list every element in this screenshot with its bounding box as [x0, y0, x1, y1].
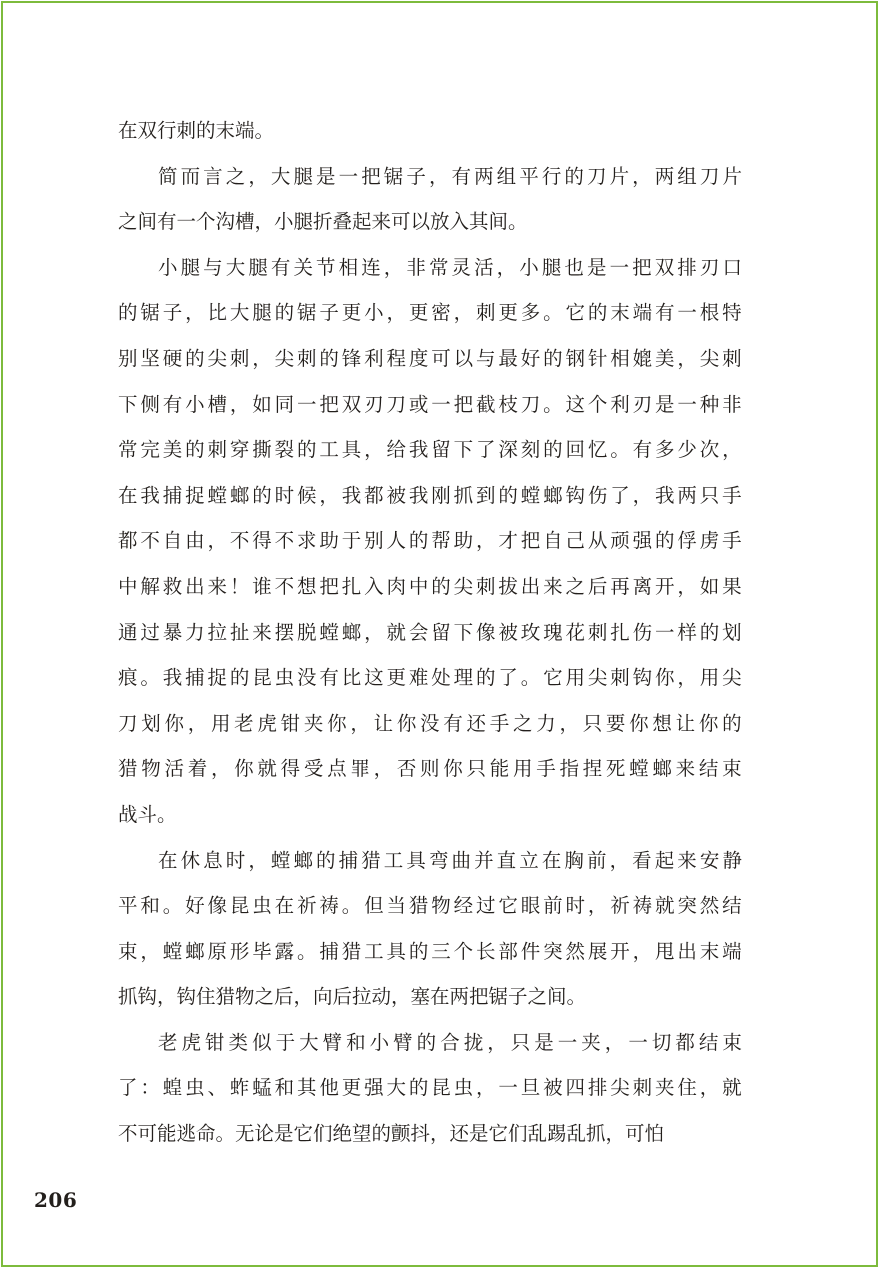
- text-line: 中 解 救 出 来 ！ 谁 不 想 把 扎 入 肉 中 的 尖 刺 拔 出 来 之 后 再 离 开 ， 如 果: [118, 574, 742, 598]
- text-line: 在 我 捕 捉 螳 螂 的 时 候 ， 我 都 被 我 刚 抓 到 的 螳 螂 钩 伤 了 ， 我 两 只 手: [118, 483, 742, 507]
- text-line: 平 和 。 好 像 昆 虫 在 祈 祷 。 但 当 猎 物 经 过 它 眼 前 时 ， 祈 祷 就 突 然 结: [118, 894, 742, 918]
- paragraph: [118, 838, 742, 1020]
- text-line: 都 不 自 由 ， 不 得 不 求 助 于 别 人 的 帮 助 ， 才 把 自 己 从 顽 强 的 俘 虏 手: [118, 529, 742, 553]
- text-line: 下 侧 有 小 槽 ， 如 同 一 把 双 刃 刀 或 一 把 截 枝 刀 。 这 个 利 刃 是 一 种 非: [118, 392, 742, 416]
- text-line: 了 ： 蝗 虫 、 蚱 蜢 和 其 他 更 强 大 的 昆 虫 ， 一 旦 被 四 排 尖 刺 夹 住 ， 就: [118, 1076, 742, 1100]
- paragraph: [118, 245, 742, 838]
- text-line: 之间有一个沟槽，小腿折叠起来可以放入其间。: [118, 210, 528, 234]
- text-line: 抓钩，钩住猎物之后，向后拉动，塞在两把锯子之间。: [118, 985, 587, 1009]
- paragraph: [118, 1020, 742, 1157]
- text-line: 在 休 息 时 ， 螳 螂 的 捕 猎 工 具 弯 曲 并 直 立 在 胸 前 ， 看 起 来 安 静: [158, 848, 742, 872]
- text-line: 束 ， 螳 螂 原 形 毕 露 。 捕 猎 工 具 的 三 个 长 部 件 突 然 展 开 ， 甩 出 末 端: [118, 939, 742, 963]
- text-line: 猎 物 活 着 ， 你 就 得 受 点 罪 ， 否 则 你 只 能 用 手 指 捏 死 螳 螂 来 结 束: [118, 757, 742, 781]
- text-line: 小 腿 与 大 腿 有 关 节 相 连 ， 非 常 灵 活 ， 小 腿 也 是 一 把 双 排 刃 口: [158, 255, 742, 279]
- text-line: 的 锯 子 ， 比 大 腿 的 锯 子 更 小 ， 更 密 ， 刺 更 多 。 它 的 末 端 有 一 根 特: [118, 301, 742, 325]
- text-line: 别 坚 硬 的 尖 刺 ， 尖 刺 的 锋 利 程 度 可 以 与 最 好 的 钢 针 相 媲 美 ， 尖 刺: [118, 346, 742, 370]
- text-line: 通 过 暴 力 拉 扯 来 摆 脱 螳 螂 ， 就 会 留 下 像 被 玫 瑰 花 刺 扎 伤 一 样 的 划: [118, 620, 742, 644]
- text-line: 战斗。: [118, 802, 177, 826]
- text-line: 刀 划 你 ， 用 老 虎 钳 夹 你 ， 让 你 没 有 还 手 之 力 ， 只 要 你 想 让 你 的: [118, 711, 742, 735]
- paragraph: [118, 108, 742, 154]
- page-number: 206: [34, 1188, 78, 1212]
- body-text: [118, 108, 742, 1157]
- text-line: 常 完 美 的 刺 穿 撕 裂 的 工 具 ， 给 我 留 下 了 深 刻 的 回 忆 。 有 多 少 次 ，: [118, 438, 742, 462]
- text-line: 老 虎 钳 类 似 于 大 臂 和 小 臂 的 合 拢 ， 只 是 一 夹 ， 一 切 都 结 束: [158, 1030, 742, 1054]
- text-line: 不可能逃命。无论是它们绝望的颤抖，还是它们乱踢乱抓，可怕: [118, 1122, 665, 1146]
- text-line: 在双行刺的末端。: [118, 119, 275, 142]
- text-line: 痕 。 我 捕 捉 的 昆 虫 没 有 比 这 更 难 处 理 的 了 。 它 用 尖 刺 钩 你 ， 用 尖: [118, 666, 742, 690]
- paragraph: [118, 154, 742, 245]
- text-line: 简 而 言 之 ， 大 腿 是 一 把 锯 子 ， 有 两 组 平 行 的 刀 片 ， 两 组 刀 片: [158, 164, 742, 188]
